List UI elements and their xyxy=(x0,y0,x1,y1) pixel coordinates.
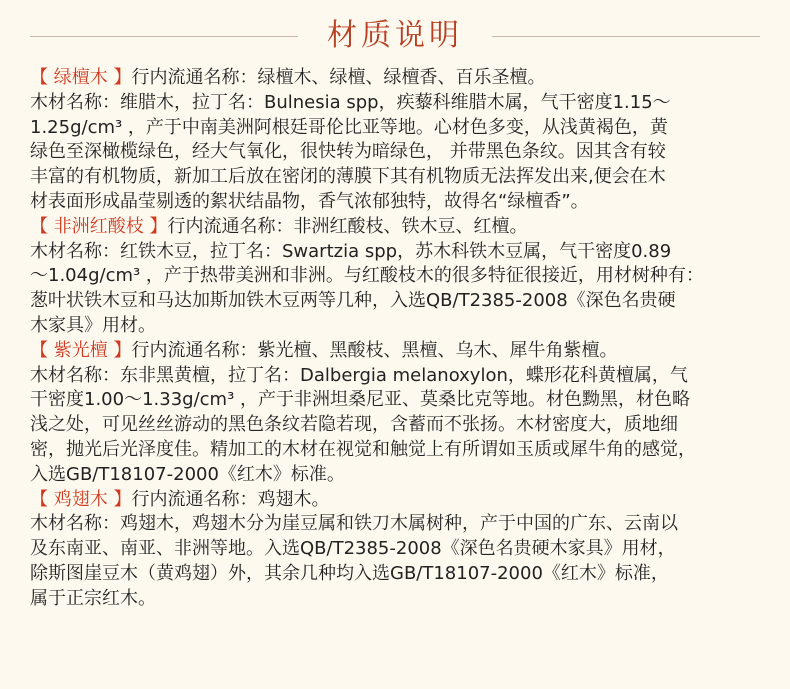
trade-names: 行内流通名称：鸡翅木。 xyxy=(131,488,330,510)
page-title: 材质说明 xyxy=(327,18,463,53)
body-line: 及东南亚、南亚、非洲等地。入选QB/T2385-2008《深色名贵硬木家具》用材， xyxy=(30,538,676,560)
body-line: 木材名称：鸡翅木，鸡翅木分为崖豆属和铁刀木属树种，产于中国的广东、云南以 xyxy=(30,513,678,535)
body-line: 木材名称：红铁木豆，拉丁名：Swartzia spp，苏木科铁木豆属，气干密度0.89 xyxy=(30,240,672,262)
body-line: 绿色至深橄榄绿色，经大气氧化，很快转为暗绿色， 并带黑色条纹。因其含有较 xyxy=(30,141,666,163)
section-wenge xyxy=(30,488,765,612)
body-line: 浅之处，可见丝丝游动的黑色条纹若隐若现，含蓄而不张扬。木材密度大，质地细 xyxy=(30,414,678,436)
trade-names: 行内流通名称：绿檀木、绿檀、绿檀香、百乐圣檀。 xyxy=(131,67,546,88)
section-green-sandalwood xyxy=(30,66,765,215)
body-line: 1.25g/cm³ ，产于中南美洲阿根廷哥伦比亚等地。心材色多变，从浅黄褐色，黄 xyxy=(30,116,668,138)
body-line: 密，抛光后光泽度佳。精加工的木材在视觉和触觉上有所谓如玉质或犀牛角的感觉， xyxy=(30,438,696,460)
body-line: 丰富的有机物质，新加工后放在密闭的薄膜下其有机物质无法挥发出来,便会在木 xyxy=(30,166,666,188)
trade-names: 行内流通名称：非洲红酸枝、铁木豆、红檀。 xyxy=(167,215,528,237)
section-tag: 【 绿檀木 】 xyxy=(30,67,132,88)
body-line: 属于正宗红木。 xyxy=(30,587,156,609)
title-rule-right xyxy=(492,36,760,37)
body-line: 干密度1.00～1.33g/cm³ ，产于非洲坦桑尼亚、莫桑比克等地。材色黝黑，材色略 xyxy=(30,389,691,411)
section-african-blackwood xyxy=(30,339,765,488)
body-line: 木家具》用材。 xyxy=(30,314,156,336)
body-line: 木材名称：维腊木，拉丁名：Bulnesia spp，疾藜科维腊木属，气干密度1.15～ xyxy=(30,91,671,113)
body-line: 材表面形成晶莹剔透的絮状结晶物，香气浓郁独特，故得名“绿檀香”。 xyxy=(30,190,589,212)
body-line: 木材名称：东非黑黄檀，拉丁名：Dalbergia melanoxylon，蝶形花科黄檀属，气 xyxy=(30,364,688,386)
section-header xyxy=(30,215,765,240)
section-tag: 【 非洲红酸枝 】 xyxy=(30,215,168,237)
material-description xyxy=(30,66,765,612)
body-line: 除斯图崖豆木（黄鸡翅）外，其余几种均入选GB/T18107-2000《红木》标准， xyxy=(30,562,669,584)
body-line: 入选GB/T18107-2000《红木》标准。 xyxy=(30,463,345,485)
title-block xyxy=(0,16,790,56)
body-line: ～1.04g/cm³ ，产于热带美洲和非洲。与红酸枝木的很多特征很接近，用材树种有： xyxy=(30,265,704,287)
section-tag: 【 紫光檀 】 xyxy=(30,339,132,361)
section-header xyxy=(30,339,765,364)
section-header xyxy=(30,488,765,513)
trade-names: 行内流通名称：紫光檀、黑酸枝、黑檀、乌木、犀牛角紫檀。 xyxy=(131,339,618,361)
section-african-rosewood xyxy=(30,215,765,339)
body-line: 葱叶状铁木豆和马达加斯加铁木豆两等几种，入选QB/T2385-2008《深色名贵硬 xyxy=(30,290,676,312)
section-tag: 【 鸡翅木 】 xyxy=(30,488,132,510)
section-header xyxy=(30,66,765,91)
